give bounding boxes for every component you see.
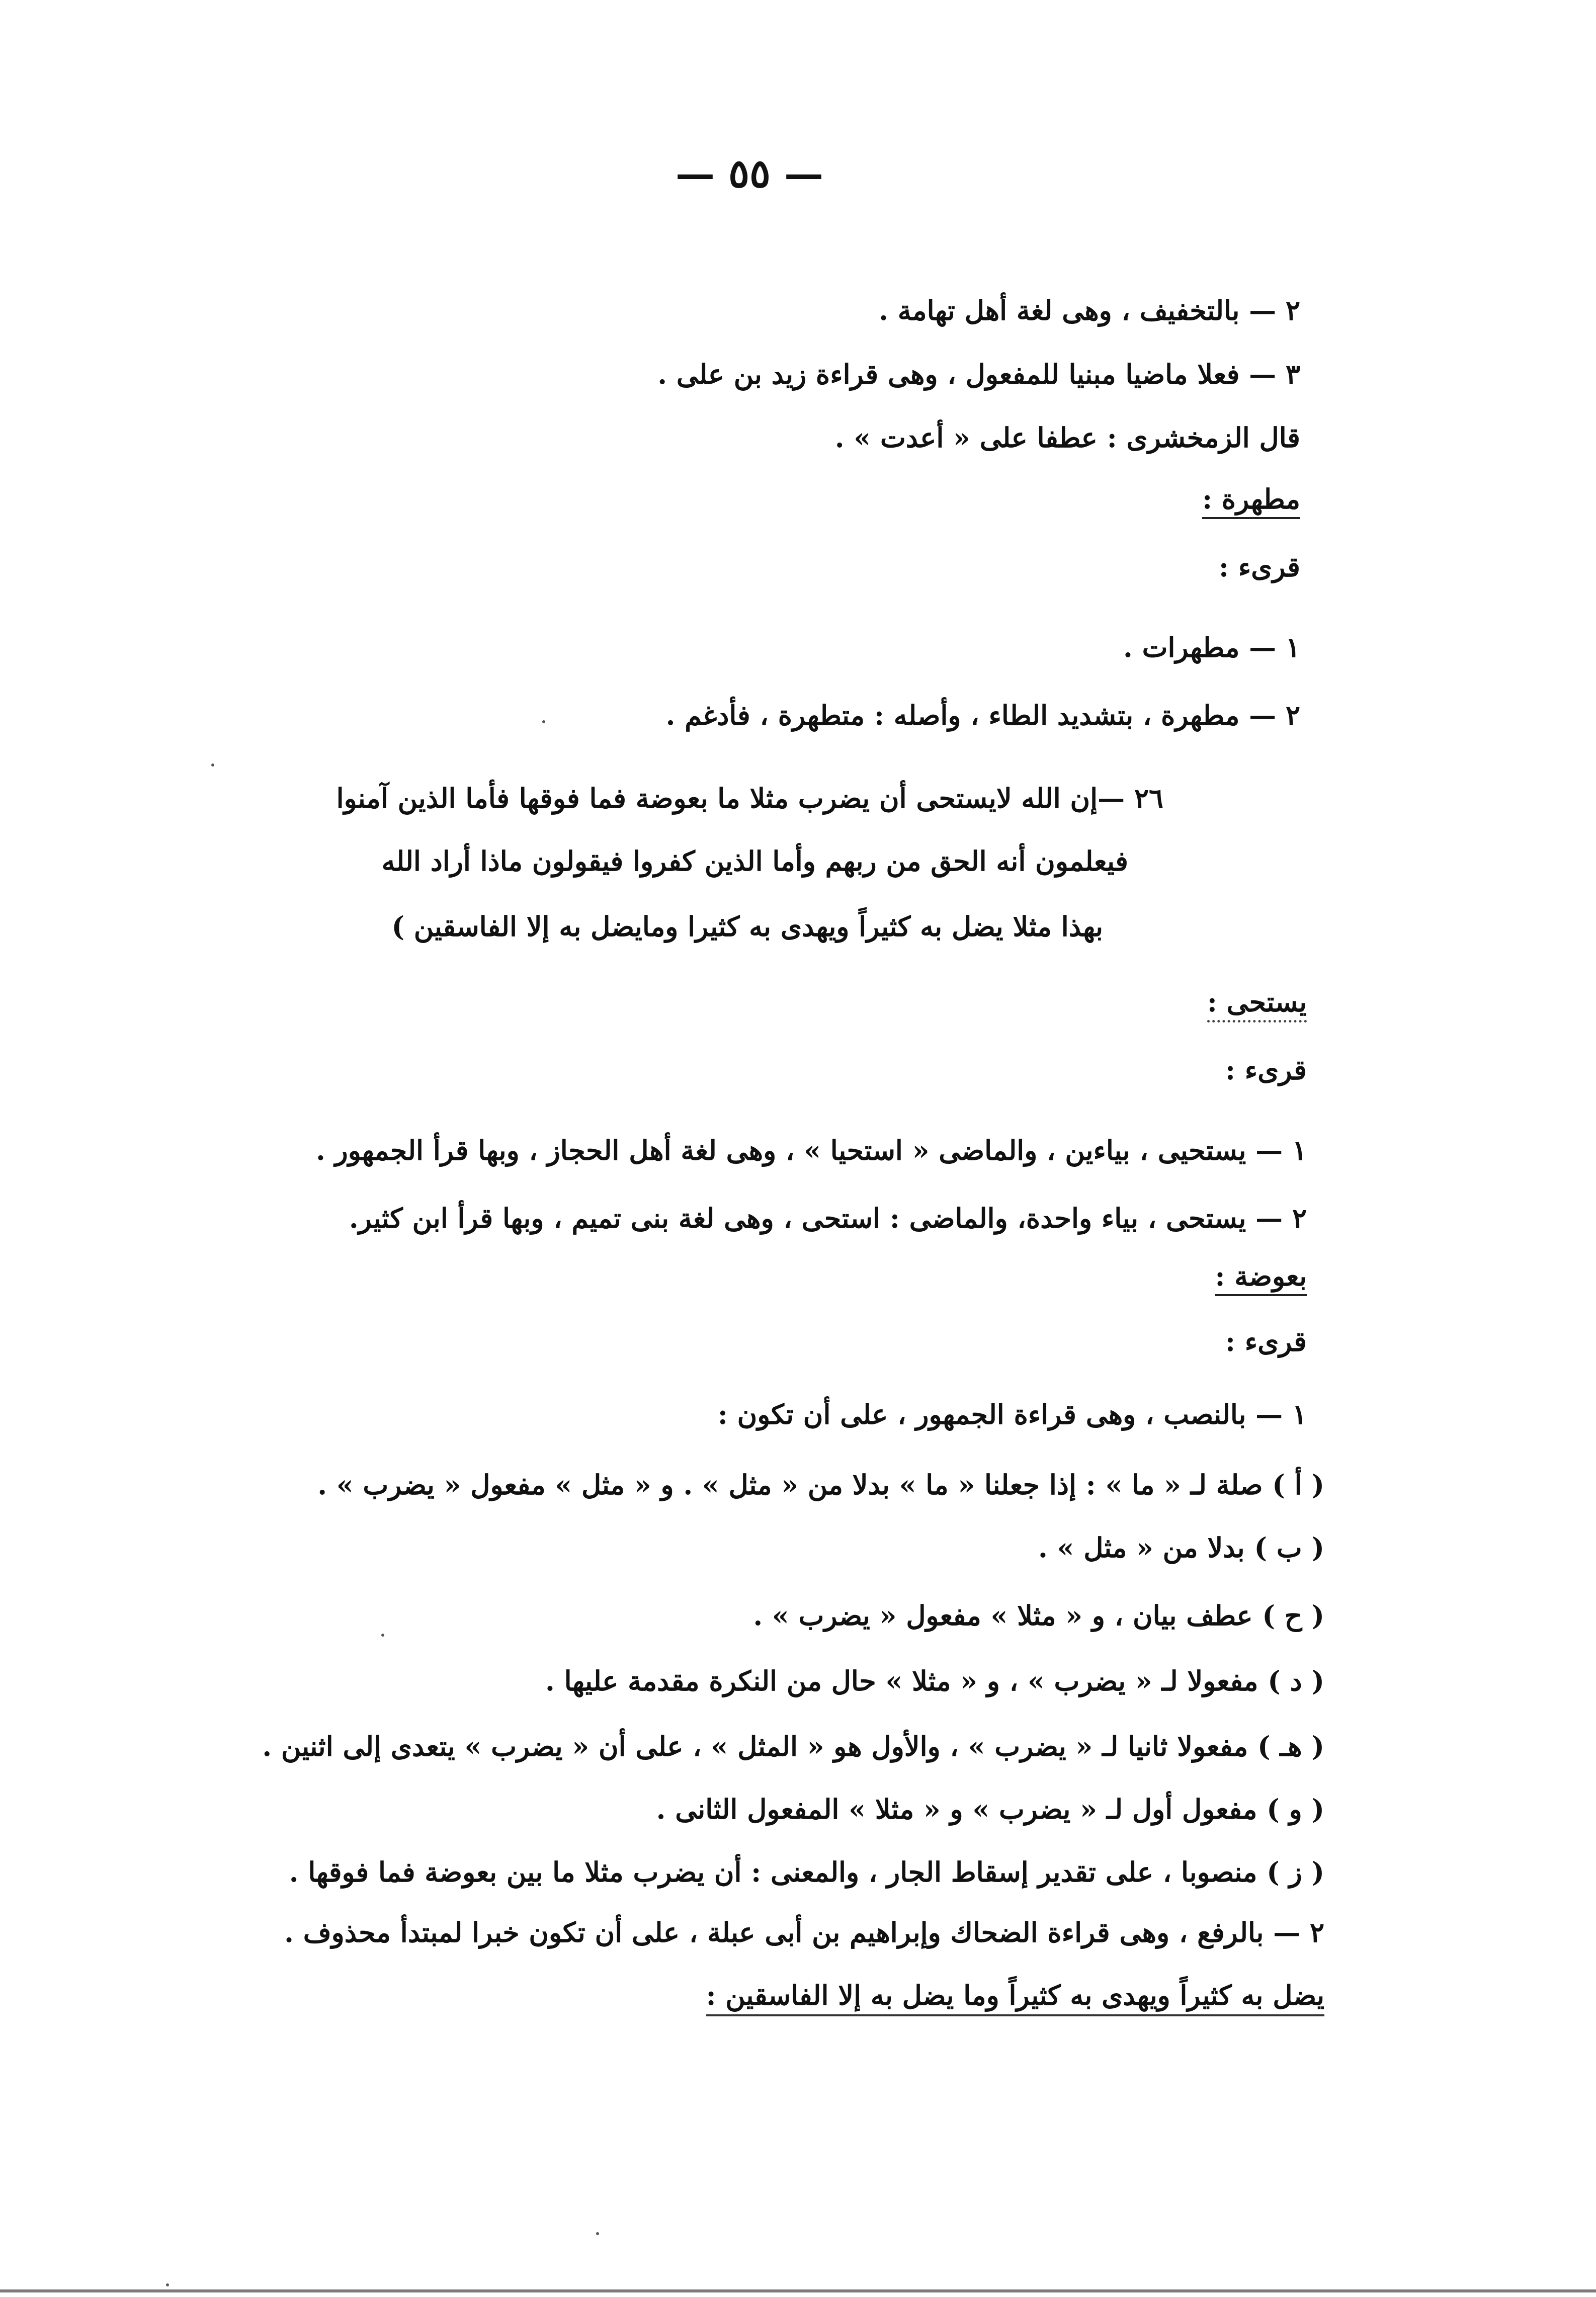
reading-1-nasb: ١ — بالنصب ، وهى قراءة الجمهور ، على أن تكون : (717, 1398, 1307, 1430)
reading-2-raf: ٢ — بالرفع ، وهى قراءة الضحاك وإبراهيم بن أبى عبلة ، على أن تكون خبرا لمبتدأ محذوف . (284, 1916, 1324, 1948)
zamakhshari-note: قال الزمخشرى : عطفا على « أعدت » . (834, 421, 1300, 454)
case-jim: ( ح ) عطف بيان ، و « مثلا » مفعول « يضرب » . (753, 1599, 1324, 1632)
reading-2-yastahi: ٢ — يستحى ، بياء واحدة، والماضى : استحى ، وهى لغة بنى تميم ، وبها قرأ ابن كثير. (349, 1202, 1307, 1234)
quria-label-1: قرىء : (1219, 551, 1300, 583)
reading-1-mutahharat: ١ — مطهرات . (1123, 631, 1300, 663)
verse-26-line-2: فيعلمون أنه الحق من ربهم وأما الذين كفروا فيقولون ماذا أراد الله (381, 845, 1128, 877)
page-number: — ٥٥ — (675, 151, 824, 197)
scan-speck (211, 763, 214, 767)
case-alif: ( أ ) صلة لـ « ما » : إذا جعلنا « ما » بدلا من « مثل » . و « مثل » مفعول « يضرب » . (317, 1469, 1324, 1501)
next-section-heading (706, 1979, 1324, 2012)
scan-speck (381, 1634, 384, 1637)
heading-baudah-text: بعوضة : (1215, 1260, 1307, 1296)
case-ha: ( هـ ) مفعولا ثانيا لـ « يضرب » ، والأول هو « المثل » ، على أن « يضرب » يتعدى إلى اثنين . (262, 1730, 1324, 1762)
heading-yastahi (1207, 986, 1307, 1018)
heading-mutahhara-text: مطهرة : (1202, 483, 1300, 519)
scan-speck (166, 2283, 169, 2286)
reading-2-takhfif: ٢ — بالتخفيف ، وهى لغة أهل تهامة . (879, 294, 1300, 326)
scan-bottom-edge (0, 2289, 1596, 2292)
reading-2-mutahhara: ٢ — مطهرة ، بتشديد الطاء ، وأصله : متطهرة ، فأدغم . (665, 699, 1300, 731)
heading-yastahi-text: يستحى : (1207, 986, 1307, 1023)
heading-baudah (1215, 1260, 1307, 1293)
scan-speck (542, 720, 545, 723)
quria-label-2: قرىء : (1225, 1054, 1307, 1086)
reading-3-passive: ٣ — فعلا ماضيا مبنيا للمفعول ، وهى قراءة زيد بن على . (657, 358, 1300, 390)
case-zay: ( ز ) منصوبا ، على تقدير إسقاط الجار ، والمعنى : أن يضرب مثلا ما بين بعوضة فما فوقها . (289, 1856, 1324, 1888)
case-ba: ( ب ) بدلا من « مثل » . (1038, 1532, 1324, 1564)
case-waw: ( و ) مفعول أول لـ « يضرب » و « مثلا » المفعول الثانى . (656, 1793, 1324, 1825)
scan-speck (596, 2232, 599, 2235)
quria-label-3: قرىء : (1225, 1325, 1307, 1357)
heading-mutahhara (1202, 483, 1300, 516)
next-section-heading-text: يضل به كثيراً ويهدى به كثيراً وما يضل به إلا الفاسقين : (706, 1979, 1324, 2016)
verse-26-line-1: ٢٦ —إن الله لايستحى أن يضرب مثلا ما بعوضة فما فوقها فأما الذين آمنوا (336, 782, 1163, 814)
verse-26-line-3: بهذا مثلا يضل به كثيراً ويهدى به كثيرا ومايضل به إلا الفاسقين ) (391, 910, 1103, 943)
case-dal: ( د ) مفعولا لـ « يضرب » ، و « مثلا » حال من النكرة مقدمة عليها . (545, 1665, 1324, 1697)
reading-1-yastahyi: ١ — يستحيى ، بياءين ، والماضى « استحيا » ، وهى لغة أهل الحجاز ، وبها قرأ الجمهور . (316, 1134, 1307, 1166)
